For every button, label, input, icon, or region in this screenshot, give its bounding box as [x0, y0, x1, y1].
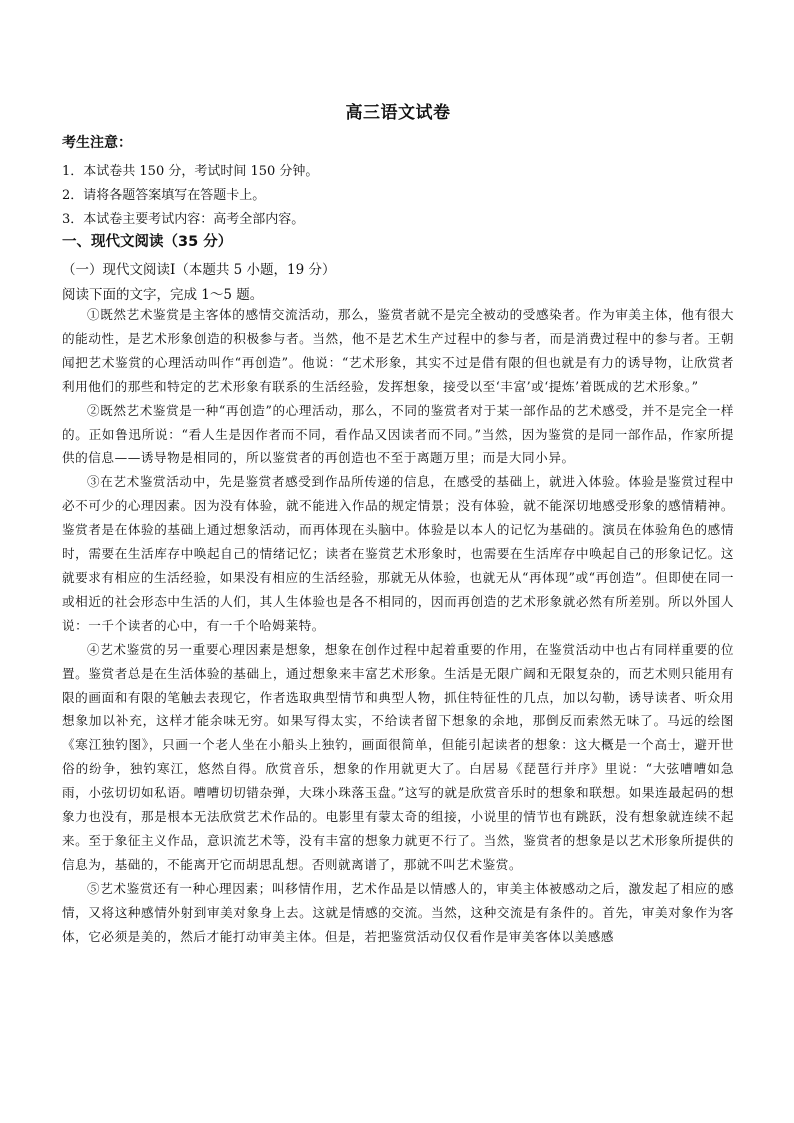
- passage-paragraph: ②既然艺术鉴赏是一种“再创造”的心理活动，那么，不同的鉴赏者对于某一部作品的艺术感受，并不是完全一样的。正如鲁迅所说：“看人生是因作者而不同，看作品又因读者而不同。”当然，因为鉴赏的是同一部作品，作家所提供的信息——诱导物是相同的，所以鉴赏者的再创造也不至于离题万里；而是大同小异。: [62, 402, 734, 466]
- passage-paragraph: ⑤艺术鉴赏还有一种心理因素；叫移情作用，艺术作品是以情感人的，审美主体被感动之后，激发起了相应的感情，又将这种感情外射到审美对象身上去。这就是情感的交流。当然，这种交流是有条件的。首先，审美对象作为客体，它必须是美的，然后才能打动审美主体。但是，若把鉴赏活动仅仅看作是审美客体以美感感: [62, 880, 734, 944]
- passage-paragraph: ④艺术鉴赏的另一重要心理因素是想象，想象在创作过程中起着重要的作用，在鉴赏活动中也占有同样重要的位置。鉴赏者总是在生活体验的基础上，通过想象来丰富艺术形象。生活是无限广阔和无限复杂的，而艺术则只能用有限的画面和有限的笔触去表现它，作者选取典型情节和典型人物，抓住特征性的几点，加以勾勒，诱导读者、听众用想象加以补充，这样才能余味无穷。如果写得太实，不给读者留下想象的余地，那倒反而索然无味了。马远的绘图《寒江独钓图》，只画一个老人坐在小船头上独钓，画面很简单，但能引起读者的想象：这大概是一个高士，避开世俗的纷争，独钓寒江，悠然自得。欣赏音乐，想象的作用就更大了。白居易《琵琶行并序》里说：“大弦嘈嘈如急雨，小弦切切如私语。嘈嘈切切错杂弹，大珠小珠落玉盘。”这写的就是欣赏音乐时的想象和联想。如果连最起码的想象力也没有，那是根本无法欣赏艺术作品的。电影里有蒙太奇的组接，小说里的情节也有跳跃，没有想象就连续不起来。至于象征主义作品，意识流艺术等，没有丰富的想象力就更不行了。当然，鉴赏者的想象是以艺术形象所提供的信息为，基础的，不能离开它而胡思乱想。否则就离谱了，那就不叫艺术鉴赏。: [62, 641, 734, 872]
- section-heading: 一、现代文阅读（35 分）: [62, 234, 233, 250]
- passage-paragraph: ①既然艺术鉴赏是主客体的感情交流活动，那么，鉴赏者就不是完全被动的受感染者。作为审美主体，他有很大的能动性，是艺术形象创造的积极参与者。当然，他不是艺术生产过程中的参与者，而是消费过程中的参与者。王朝闻把艺术鉴赏的心理活动叫作“再创造”。他说：“艺术形象，其实不过是借有限的但也就是有力的诱导物，让欣赏者利用他们的那些和特定的艺术形象有联系的生活经验，发挥想象，接受以至‘丰富’或‘提炼’着既成的艺术形象。”: [62, 307, 734, 394]
- reading-passage: [62, 303, 734, 948]
- section-subheading: （一）现代文阅读Ⅰ（本题共 5 小题，19 分）: [62, 262, 336, 278]
- reading-instruction: 阅读下面的文字，完成 1～5 题。: [62, 287, 264, 303]
- notice-item: 3．本试卷主要考试内容：高考全部内容。: [62, 212, 305, 227]
- passage-paragraph: ③在艺术鉴赏活动中，先是鉴赏者感受到作品所传递的信息，在感受的基础上，就进入体验。体验是鉴赏过程中必不可少的心理因素。因为没有体验，就不能进入作品的规定情景；没有体验，就不能深切地感受形象的感情精神。鉴赏者是在体验的基础上通过想象活动，而再体现在头脑中。体验是以本人的记忆为基础的。演员在体验角色的感情时，需要在生活库存中唤起自己的情绪记忆；读者在鉴赏艺术形象时，也需要在生活库存中唤起自己的形象记忆。这就要求有相应的生活经验，如果没有相应的生活经验，那就无从体验，也就无从“再体现”或“再创造”。但即使在同一或相近的社会形态中生活的人们，其人生体验也是各不相同的，因而再创造的艺术形象就必然有所差别。所以外国人说：一千个读者的心中，有一千个哈姆莱特。: [62, 474, 734, 633]
- page-title: 高三语文试卷: [345, 103, 451, 123]
- notice-item: 1．本试卷共 150 分，考试时间 150 分钟。: [62, 164, 319, 179]
- notice-heading: 考生注意：: [62, 135, 132, 151]
- notice-item: 2．请将各题答案填写在答题卡上。: [62, 188, 266, 203]
